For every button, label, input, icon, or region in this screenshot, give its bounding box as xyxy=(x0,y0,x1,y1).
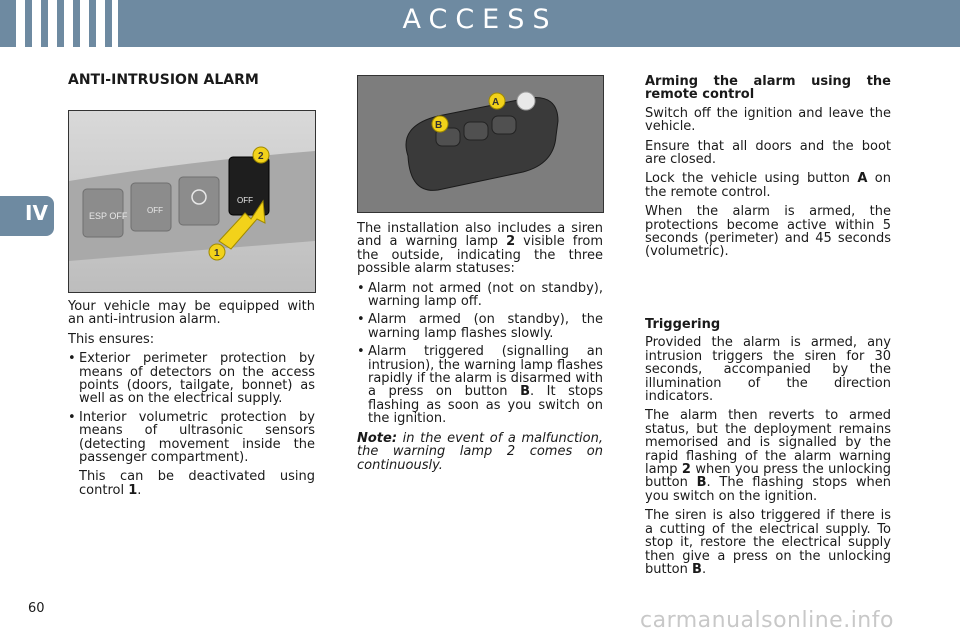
arming-heading: Arming the alarm using the remote control xyxy=(645,74,891,103)
callout-1: 1 xyxy=(214,248,220,259)
column-3 xyxy=(645,75,891,265)
list-item: • Alarm triggered (signalling an intrusion), the warning lamp flashes rapidly if the alarm is disarmed with a press on button B. It stops flashing as soon as you switch on the ignition. xyxy=(357,345,603,425)
arming-step: Ensure that all doors and the boot are closed. xyxy=(645,138,891,168)
ensures-text: This ensures: xyxy=(68,331,155,347)
alarm-status-list xyxy=(357,282,603,426)
section-title: ANTI-INTRUSION ALARM xyxy=(68,72,259,88)
column-3-triggering xyxy=(645,318,891,582)
column-1 xyxy=(68,300,315,503)
control-panel-illustration xyxy=(69,111,315,292)
triggering-heading: Triggering xyxy=(645,317,721,332)
triggering-paragraph: The siren is also triggered if there is a cutting of the electrical supply. To stop it, restore the electrical supply then give a press on the unlocking button B. xyxy=(645,508,891,577)
svg-text:OFF: OFF xyxy=(237,196,253,205)
triggering-paragraph: The alarm then reverts to armed status, but the deployment remains memorised and is signalled by the rapid flashing of the alarm warning lamp 2 when you press the unlocking button B. The flashing stops when you switch on the ignition. xyxy=(645,408,891,504)
callout-a: A xyxy=(492,97,500,108)
remote-key-photo xyxy=(357,75,604,213)
svg-text:OFF: OFF xyxy=(147,206,163,215)
protection-list xyxy=(68,352,315,464)
control-number: 1 xyxy=(128,482,138,498)
installation-paragraph: The installation also includes a siren and a warning lamp 2 visible from the outside, indicating the three possible alarm statuses: xyxy=(357,221,604,277)
column-2 xyxy=(357,222,603,478)
list-item: • Interior volumetric protection by means of ultrasonic sensors (detecting movement inside the passenger compartment). xyxy=(68,411,315,465)
arming-step: Lock the vehicle using button A on the remote control. xyxy=(645,171,891,200)
chapter-title: ACCESS xyxy=(402,4,558,35)
list-item: • Alarm not armed (not on standby), warning lamp off. xyxy=(357,282,603,309)
arming-step: When the alarm is armed, the protections become active within 5 seconds (perimeter) and 45 seconds (volumetric). xyxy=(645,204,891,260)
callout-b: B xyxy=(435,120,443,131)
intro-paragraph: Your vehicle may be equipped with an anti-intrusion alarm. xyxy=(68,299,315,328)
chapter-tab-label: IV xyxy=(25,201,48,225)
esp-off-label: ESP OFF xyxy=(89,211,128,221)
callout-2: 2 xyxy=(258,151,264,162)
triggering-paragraph: Provided the alarm is armed, any intrusion triggers the siren for 30 seconds, accompanied by the illumination of the direction indicators. xyxy=(645,335,891,405)
remote-key-illustration xyxy=(358,76,603,212)
watermark: carmanualsonline.info xyxy=(640,608,894,633)
note-paragraph: Note: in the event of a malfunction, the warning lamp 2 comes on continuously. xyxy=(357,430,603,473)
list-item: • Exterior perimeter protection by means of detectors on the access points (doors, tailgate, bonnet) as well as on the electrical supply. xyxy=(68,352,315,406)
control-panel-photo xyxy=(68,110,316,293)
list-item: • Alarm armed (on standby), the warning lamp flashes slowly. xyxy=(357,313,603,340)
arming-step: Switch off the ignition and leave the vehicle. xyxy=(645,105,891,135)
deactivation-text: This can be deactivated using control 1. xyxy=(79,469,315,498)
page-number: 60 xyxy=(28,601,45,616)
